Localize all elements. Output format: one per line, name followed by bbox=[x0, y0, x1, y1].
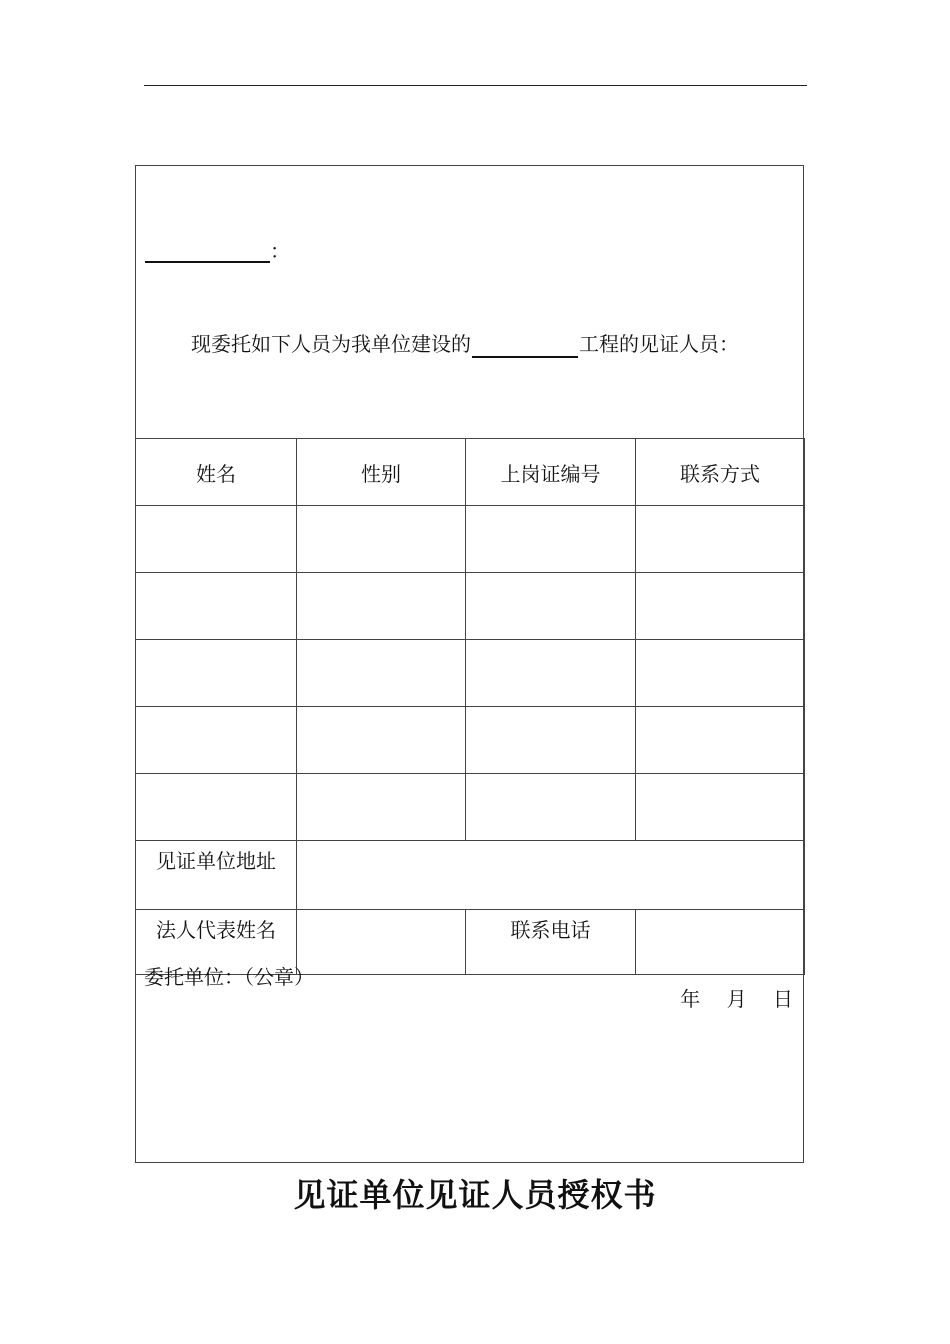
phone-label: 联系电话 bbox=[466, 910, 636, 975]
cell-contact[interactable] bbox=[636, 707, 805, 774]
project-name-blank[interactable] bbox=[472, 338, 578, 358]
legal-rep-label: 法人代表姓名 bbox=[136, 910, 297, 975]
phone-value[interactable] bbox=[636, 910, 805, 975]
document-title: 见证单位见证人员授权书 bbox=[293, 1176, 657, 1214]
cell-certificate[interactable] bbox=[466, 707, 636, 774]
header-gender: 性别 bbox=[297, 439, 466, 506]
address-value[interactable] bbox=[297, 841, 805, 910]
header-contact: 联系方式 bbox=[636, 439, 805, 506]
addressee-blank[interactable] bbox=[145, 243, 270, 263]
date-month: 月 bbox=[726, 987, 747, 1011]
intro-sentence bbox=[191, 330, 739, 358]
table-row bbox=[136, 573, 805, 640]
header-certificate-number: 上岗证编号 bbox=[466, 439, 636, 506]
table-row bbox=[136, 707, 805, 774]
cell-contact[interactable] bbox=[636, 640, 805, 707]
cell-gender[interactable] bbox=[297, 707, 466, 774]
address-label: 见证单位地址 bbox=[136, 841, 297, 910]
signature-date bbox=[670, 986, 793, 1012]
address-row bbox=[136, 841, 805, 910]
cell-certificate[interactable] bbox=[466, 640, 636, 707]
cell-contact[interactable] bbox=[636, 774, 805, 841]
authorization-form bbox=[135, 165, 804, 1163]
cell-name[interactable] bbox=[136, 640, 297, 707]
cell-name[interactable] bbox=[136, 774, 297, 841]
cell-certificate[interactable] bbox=[466, 573, 636, 640]
cell-gender[interactable] bbox=[297, 573, 466, 640]
cell-gender[interactable] bbox=[297, 640, 466, 707]
intro-before: 现委托如下人员为我单位建设的 bbox=[191, 332, 471, 356]
cell-name[interactable] bbox=[136, 707, 297, 774]
cell-certificate[interactable] bbox=[466, 506, 636, 573]
cell-name[interactable] bbox=[136, 506, 297, 573]
table-row bbox=[136, 506, 805, 573]
cell-contact[interactable] bbox=[636, 573, 805, 640]
witness-table bbox=[135, 438, 805, 975]
addressee-line bbox=[145, 239, 290, 263]
table-row bbox=[136, 640, 805, 707]
cell-certificate[interactable] bbox=[466, 774, 636, 841]
intro-after: 工程的见证人员： bbox=[579, 332, 739, 356]
table-row bbox=[136, 774, 805, 841]
cell-contact[interactable] bbox=[636, 506, 805, 573]
addressee-colon: ： bbox=[270, 239, 290, 263]
legal-rep-value[interactable] bbox=[297, 910, 466, 975]
header-rule bbox=[144, 85, 807, 86]
signature-label: 委托单位：（公章） bbox=[144, 965, 314, 989]
date-day: 日 bbox=[773, 987, 793, 1011]
date-year: 年 bbox=[680, 987, 701, 1011]
cell-gender[interactable] bbox=[297, 774, 466, 841]
table-header-row bbox=[136, 439, 805, 506]
cell-gender[interactable] bbox=[297, 506, 466, 573]
cell-name[interactable] bbox=[136, 573, 297, 640]
header-name: 姓名 bbox=[136, 439, 297, 506]
